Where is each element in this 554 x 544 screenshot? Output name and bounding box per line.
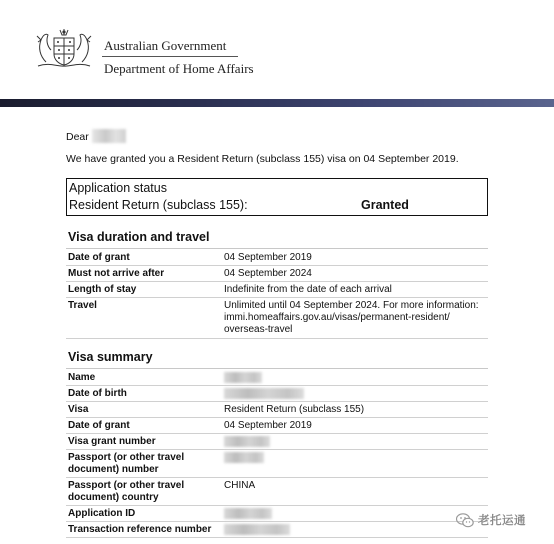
table-row [66,249,488,266]
row-value [224,524,486,539]
grant-intro-text: We have granted you a Resident Return (subclass 155) visa on 04 September 2019. [66,153,459,165]
row-value [224,300,486,336]
travel-line: Unlimited until 04 September 2024. For more information: [224,300,479,311]
row-value: Resident Return (subclass 155) [224,404,365,415]
table-row [66,369,488,386]
watermark-text: 老托运通 [478,515,526,527]
redacted-value [224,524,290,535]
table-row [66,401,488,418]
table-row [66,433,488,450]
row-label: Date of birth [68,388,127,399]
watermark [456,511,548,531]
row-label-line: document) country [68,492,159,503]
row-label: Name [68,372,96,383]
table-row [66,281,488,298]
table-row [66,449,488,478]
salutation-text: Dear [66,131,89,143]
table-row [66,265,488,282]
redacted-value [224,372,262,383]
status-title: Application status [69,181,167,195]
table-row [66,297,488,339]
header-band [0,99,554,107]
row-value [224,452,486,467]
row-value: CHINA [224,480,256,491]
wechat-icon [456,513,474,528]
section-title-duration: Visa duration and travel [68,230,210,244]
section-title-summary: Visa summary [68,350,153,364]
table-row [66,385,488,402]
row-label: Travel [68,300,97,311]
travel-link[interactable]: immi.homeaffairs.gov.au/visas/permanent-resident/ [224,312,450,323]
redacted-value [224,508,272,519]
row-label-line: Passport (or other travel [68,480,185,491]
redacted-recipient-name [92,129,126,143]
salutation [66,129,126,143]
row-label: Date of grant [68,252,130,263]
row-label-line: Passport (or other travel [68,452,185,463]
header-divider [102,56,238,57]
application-status-box [66,178,488,216]
row-label: Must not arrive after [68,268,165,279]
row-label: Date of grant [68,420,130,431]
table-row [66,505,488,522]
row-label: Visa grant number [68,436,156,447]
row-value: 04 September 2019 [224,252,312,263]
row-label: Length of stay [68,284,137,295]
department-name: Department of Home Affairs [104,61,254,76]
row-label: Visa [68,404,89,415]
row-value: 04 September 2019 [224,420,312,431]
government-name: Australian Government [104,38,227,53]
travel-link[interactable]: overseas-travel [224,324,293,335]
table-row [66,417,488,434]
table-row [66,477,488,506]
redacted-value [224,452,264,463]
row-label [68,452,218,476]
status-visa-label: Resident Return (subclass 155): [69,198,248,212]
row-label-line: document) number [68,464,159,475]
status-value: Granted [361,198,409,212]
row-value: 04 September 2024 [224,268,312,279]
row-value: Indefinite from the date of each arrival [224,284,392,295]
redacted-value [224,436,270,447]
coat-of-arms-icon [32,26,96,72]
row-label: Application ID [68,508,136,519]
row-label: Transaction reference number [68,524,212,535]
row-label [68,480,218,504]
letterhead [0,0,554,100]
table-row [66,521,488,538]
redacted-value [224,388,304,399]
